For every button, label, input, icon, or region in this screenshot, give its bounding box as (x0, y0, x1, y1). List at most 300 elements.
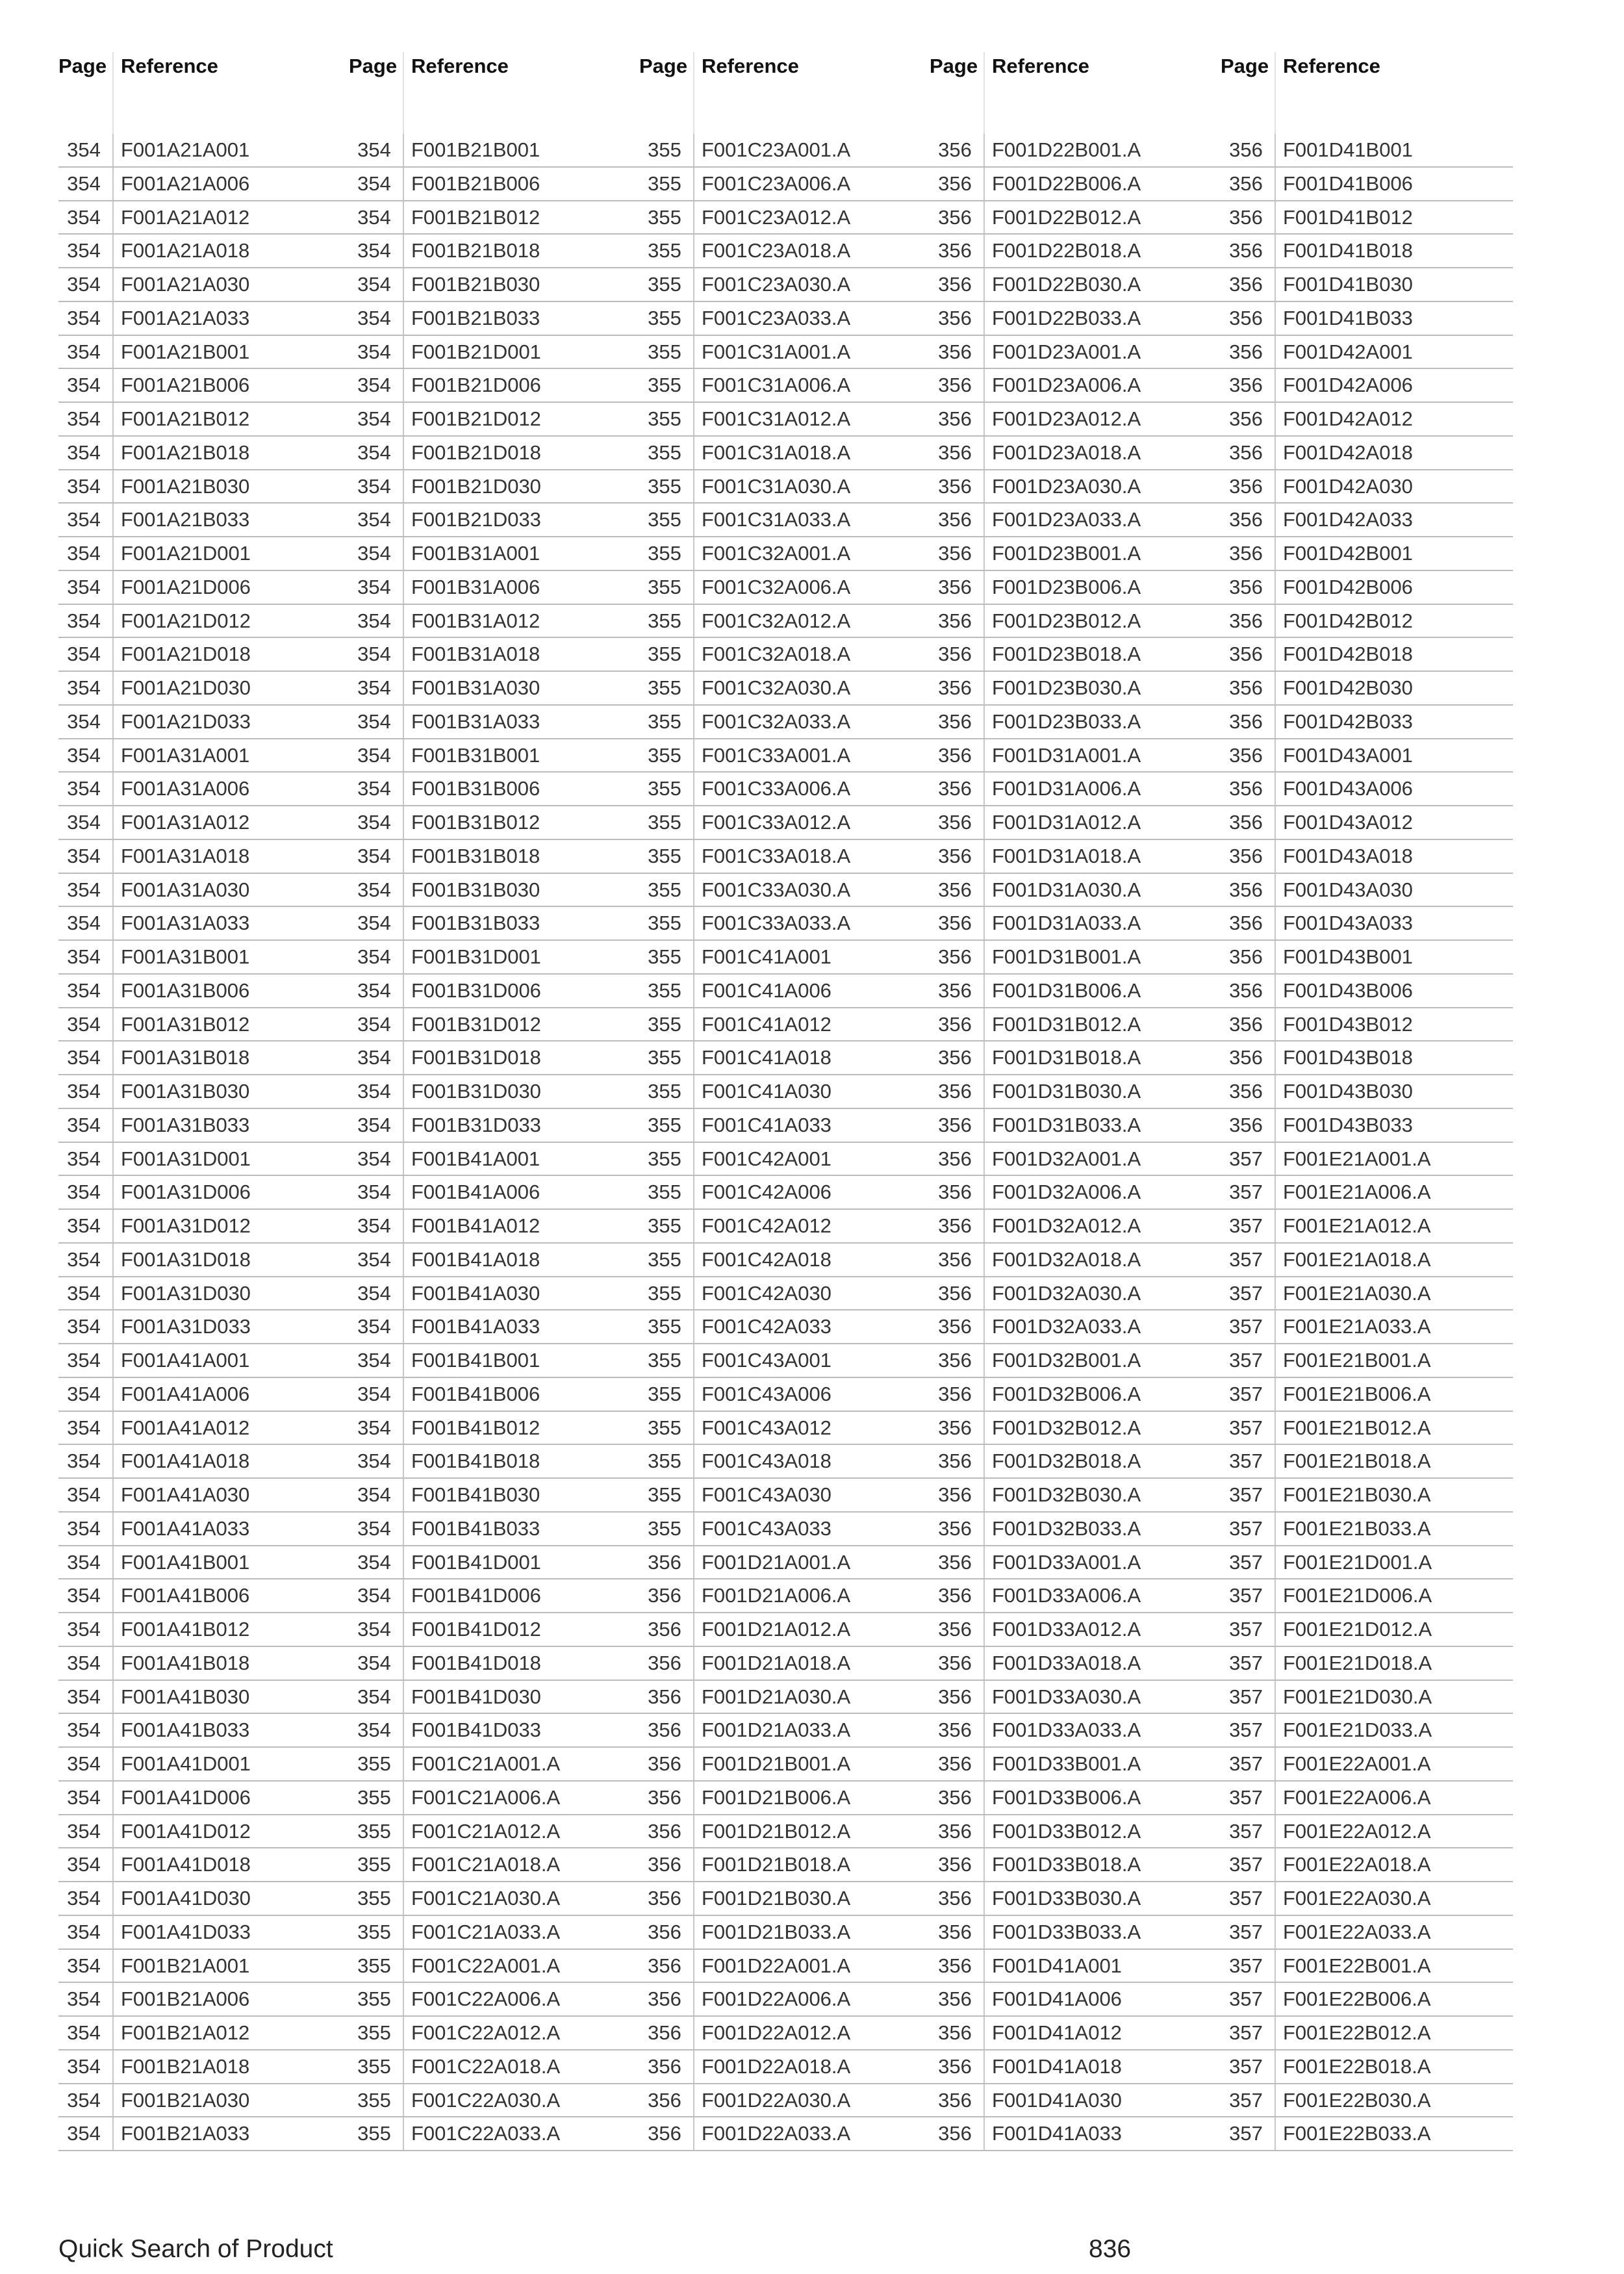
table-row (349, 1681, 641, 1715)
reference-cell: F001D42B006 (1283, 575, 1413, 598)
reference-cell: F001D23A012.A (992, 407, 1141, 430)
reference-cell: F001B31B018 (411, 844, 540, 867)
reference-cell: F001B31D018 (411, 1046, 541, 1069)
reference-cell: F001B21B018 (411, 239, 540, 262)
page-number-cell: 355 (648, 1113, 681, 1136)
reference-cell: F001A21A018 (121, 239, 250, 262)
reference-cell: F001B31A006 (411, 575, 540, 598)
page-number-cell: 356 (938, 172, 972, 195)
reference-cell: F001D21B006.A (702, 1785, 851, 1809)
reference-cell: F001D23B006.A (992, 575, 1141, 598)
page-number-cell: 354 (357, 340, 391, 363)
row-divider (403, 268, 404, 301)
page-number-cell: 356 (648, 1584, 681, 1607)
table-row (1221, 1714, 1513, 1748)
page-number-cell: 356 (938, 1349, 972, 1372)
column-header (58, 52, 351, 134)
table-row (639, 739, 932, 773)
page-number-cell: 355 (648, 743, 681, 767)
page-number-cell: 354 (67, 508, 101, 531)
reference-cell: F001B41B006 (411, 1382, 540, 1405)
page-number-cell: 354 (67, 709, 101, 733)
reference-cell: F001A31A033 (121, 912, 250, 935)
reference-cell: F001C23A018.A (702, 239, 851, 262)
reference-cell: F001C43A030 (702, 1483, 831, 1506)
table-row (58, 1143, 351, 1177)
table-row (1221, 571, 1513, 605)
row-divider (112, 874, 114, 906)
table-row (58, 470, 351, 504)
row-divider (112, 1479, 114, 1511)
page-header-label: Page (639, 55, 688, 77)
row-divider (983, 1681, 985, 1713)
reference-cell: F001A41B006 (121, 1584, 250, 1607)
reference-cell: F001A31B006 (121, 978, 250, 1002)
reference-cell: F001C41A030 (702, 1080, 831, 1103)
reference-cell: F001E22B006.A (1283, 1987, 1431, 2011)
page-header-label: Page (349, 55, 398, 77)
reference-cell: F001D23B018.A (992, 643, 1141, 666)
row-divider (1275, 874, 1276, 906)
row-divider (1275, 1378, 1276, 1411)
table-row (349, 168, 641, 201)
reference-cell: F001D32A030.A (992, 1281, 1141, 1305)
reference-cell: F001C42A030 (702, 1281, 831, 1305)
page-number-cell: 355 (357, 2122, 391, 2145)
page-number-cell: 356 (938, 1785, 972, 1809)
page-number-cell: 355 (648, 340, 681, 363)
reference-cell: F001B21B001 (411, 138, 540, 161)
row-divider (693, 1008, 694, 1041)
table-row (1221, 1109, 1513, 1143)
row-divider (403, 1916, 404, 1948)
row-divider (693, 369, 694, 402)
row-divider (112, 1782, 114, 1814)
page-number-cell: 354 (67, 1685, 101, 1708)
reference-cell: F001C23A001.A (702, 138, 851, 161)
column-header (639, 52, 932, 134)
table-row (1221, 1143, 1513, 1177)
row-divider (1275, 840, 1276, 873)
reference-cell: F001D21A030.A (702, 1685, 851, 1708)
table-row (639, 941, 932, 975)
row-divider (1275, 1479, 1276, 1511)
page-number-cell: 355 (357, 2088, 391, 2112)
page-number-cell: 355 (648, 1483, 681, 1506)
reference-cell: F001A41A006 (121, 1382, 250, 1405)
reference-cell: F001C21A033.A (411, 1920, 561, 1943)
row-divider (1275, 1109, 1276, 1142)
row-divider (983, 1782, 985, 1814)
table-row (58, 1647, 351, 1681)
page-number-cell: 356 (1229, 407, 1263, 430)
page-number-cell: 355 (648, 1147, 681, 1170)
page-number-cell: 354 (357, 1315, 391, 1338)
page-number-cell: 355 (648, 1382, 681, 1405)
page-number-cell: 356 (938, 205, 972, 229)
table-row (58, 1579, 351, 1613)
row-divider (1275, 1681, 1276, 1713)
row-divider (1275, 268, 1276, 301)
row-divider (403, 739, 404, 772)
page-number-cell: 354 (67, 878, 101, 901)
page-number-cell: 354 (67, 205, 101, 229)
table-row (58, 1075, 351, 1109)
table-row (349, 1882, 641, 1916)
page-number-cell: 356 (938, 407, 972, 430)
table-row (930, 268, 1222, 302)
page-header-label: Page (1221, 55, 1269, 77)
table-row (639, 537, 932, 571)
reference-cell: F001B31A001 (411, 542, 540, 565)
page-number-cell: 354 (67, 1987, 101, 2011)
page-number-cell: 356 (938, 709, 972, 733)
table-row (1221, 1041, 1513, 1075)
page-number-cell: 355 (357, 1887, 391, 1910)
page-number-cell: 355 (357, 1853, 391, 1876)
page-number-cell: 356 (938, 1887, 972, 1910)
page-number-cell: 354 (67, 676, 101, 699)
row-divider (112, 1647, 114, 1680)
row-divider (112, 134, 114, 166)
index-column (930, 52, 1222, 2151)
page-number-cell: 356 (1229, 609, 1263, 632)
row-divider (983, 739, 985, 772)
table-row (930, 1983, 1222, 2017)
row-divider (693, 806, 694, 839)
reference-cell: F001E21B030.A (1283, 1483, 1431, 1506)
page-number-cell: 356 (648, 1718, 681, 1742)
row-divider (983, 1378, 985, 1411)
page-number-cell: 355 (648, 709, 681, 733)
table-row (349, 739, 641, 773)
table-row (1221, 1579, 1513, 1613)
reference-cell: F001B41A030 (411, 1281, 540, 1305)
row-divider (983, 437, 985, 469)
row-divider (693, 1613, 694, 1646)
page-number-cell: 354 (357, 441, 391, 464)
reference-cell: F001A31D033 (121, 1315, 251, 1338)
page-number-cell: 356 (938, 1382, 972, 1405)
row-divider (112, 1513, 114, 1545)
reference-cell: F001A41A001 (121, 1349, 250, 1372)
reference-cell: F001E21D006.A (1283, 1584, 1432, 1607)
page-number-cell: 356 (1229, 643, 1263, 666)
table-row (349, 571, 641, 605)
row-divider (112, 706, 114, 738)
table-row (58, 1848, 351, 1882)
reference-cell: F001E21A030.A (1283, 1281, 1431, 1305)
reference-cell: F001C33A033.A (702, 912, 851, 935)
row-divider (112, 2050, 114, 2083)
table-row (639, 806, 932, 840)
row-divider (1275, 605, 1276, 637)
reference-cell: F001A31B033 (121, 1113, 250, 1136)
row-divider (403, 1782, 404, 1814)
table-row (639, 1210, 932, 1244)
page-number-cell: 354 (67, 1819, 101, 1843)
reference-cell: F001B21B012 (411, 205, 540, 229)
table-row (930, 1815, 1222, 1849)
table-row (639, 1041, 932, 1075)
table-row (58, 773, 351, 806)
row-divider (693, 739, 694, 772)
reference-cell: F001C32A018.A (702, 643, 851, 666)
reference-cell: F001D32A012.A (992, 1214, 1141, 1237)
row-divider (983, 1647, 985, 1680)
reference-cell: F001D43B018 (1283, 1046, 1413, 1069)
reference-cell: F001D43B006 (1283, 978, 1413, 1002)
reference-cell: F001A31B012 (121, 1012, 250, 1036)
reference-cell: F001B41B018 (411, 1450, 540, 1473)
table-row (349, 874, 641, 908)
reference-cell: F001D33B018.A (992, 1853, 1141, 1876)
page-number-cell: 354 (357, 1349, 391, 1372)
reference-cell: F001A31B001 (121, 945, 250, 968)
row-divider (403, 571, 404, 604)
reference-cell: F001B31D012 (411, 1012, 541, 1036)
page-number-cell: 354 (67, 172, 101, 195)
row-divider (983, 1983, 985, 2015)
row-divider (403, 1109, 404, 1142)
reference-cell: F001D43A001 (1283, 743, 1413, 767)
row-divider (983, 1848, 985, 1881)
table-row (930, 1546, 1222, 1580)
page-number-cell: 356 (938, 1214, 972, 1237)
page-number-cell: 356 (1229, 205, 1263, 229)
table-row (930, 470, 1222, 504)
table-row (349, 672, 641, 706)
table-row (58, 537, 351, 571)
row-divider (1275, 1748, 1276, 1780)
page-number-cell: 356 (1229, 978, 1263, 1002)
page-number-cell: 357 (1229, 1785, 1263, 1809)
table-row (639, 672, 932, 706)
page-number-cell: 356 (1229, 474, 1263, 498)
reference-cell: F001D22A030.A (702, 2088, 851, 2112)
reference-cell: F001D22A001.A (702, 1954, 851, 1977)
reference-cell: F001B31A018 (411, 643, 540, 666)
reference-cell: F001C22A030.A (411, 2088, 561, 2112)
page-number-cell: 356 (648, 1819, 681, 1843)
page-number-cell: 354 (357, 878, 391, 901)
row-divider (693, 1714, 694, 1746)
table-row (1221, 739, 1513, 773)
reference-cell: F001A31A001 (121, 743, 250, 767)
reference-cell: F001C23A006.A (702, 172, 851, 195)
page-number-cell: 355 (648, 945, 681, 968)
table-row (1221, 134, 1513, 168)
table-row (349, 1950, 641, 1984)
table-row (58, 1513, 351, 1546)
page-number-cell: 357 (1229, 1247, 1263, 1271)
table-row (930, 638, 1222, 672)
page-number-cell: 354 (67, 1853, 101, 1876)
reference-cell: F001D32B006.A (992, 1382, 1141, 1405)
reference-cell: F001A21D033 (121, 709, 251, 733)
row-divider (1275, 1344, 1276, 1377)
reference-cell: F001D22A033.A (702, 2122, 851, 2145)
reference-cell: F001D21A006.A (702, 1584, 851, 1607)
reference-cell: F001C33A018.A (702, 844, 851, 867)
row-divider (983, 1445, 985, 1477)
row-divider (1275, 1579, 1276, 1612)
page-number-cell: 357 (1229, 1618, 1263, 1641)
table-row (930, 369, 1222, 403)
table-row (58, 1882, 351, 1916)
reference-cell: F001C21A018.A (411, 1853, 561, 1876)
page-number-cell: 355 (648, 1046, 681, 1069)
table-row (930, 1613, 1222, 1647)
page-number-cell: 357 (1229, 1752, 1263, 1775)
row-divider (112, 907, 114, 939)
page-number-cell: 354 (67, 2054, 101, 2078)
page-number-cell: 357 (1229, 2021, 1263, 2044)
row-divider (112, 437, 114, 469)
page-number-cell: 354 (67, 1920, 101, 1943)
reference-cell: F001B21A030 (121, 2088, 250, 2112)
table-row (930, 874, 1222, 908)
row-divider (112, 1041, 114, 1074)
row-divider (693, 1109, 694, 1142)
table-row (349, 470, 641, 504)
reference-cell: F001D41A001 (992, 1954, 1122, 1977)
row-divider (403, 975, 404, 1007)
page-number-cell: 356 (938, 1450, 972, 1473)
row-divider (1275, 1613, 1276, 1646)
reference-cell: F001D41B006 (1283, 172, 1413, 195)
row-divider (112, 806, 114, 839)
reference-cell: F001C31A006.A (702, 374, 851, 397)
page-number-cell: 357 (1229, 2122, 1263, 2145)
table-row (639, 1378, 932, 1412)
page-number-cell: 354 (357, 508, 391, 531)
row-divider (693, 1310, 694, 1343)
page-number-cell: 354 (357, 1685, 391, 1708)
table-row (1221, 1176, 1513, 1210)
row-divider (112, 840, 114, 873)
page-number-cell: 357 (1229, 1450, 1263, 1473)
reference-cell: F001D43B030 (1283, 1080, 1413, 1103)
page-number-cell: 356 (648, 1785, 681, 1809)
reference-cell: F001E22A018.A (1283, 1853, 1431, 1876)
reference-cell: F001D33B001.A (992, 1752, 1141, 1775)
page-number-cell: 355 (648, 1516, 681, 1540)
reference-cell: F001C41A006 (702, 978, 831, 1002)
page-number-cell: 356 (648, 1954, 681, 1977)
reference-cell: F001D23A006.A (992, 374, 1141, 397)
row-divider (112, 1176, 114, 1208)
page-number-cell: 356 (1229, 743, 1263, 767)
table-row (349, 1075, 641, 1109)
table-row (1221, 941, 1513, 975)
row-divider (112, 739, 114, 772)
row-divider (693, 773, 694, 805)
table-row (930, 403, 1222, 437)
table-row (58, 1344, 351, 1378)
page-number-cell: 354 (357, 1046, 391, 1069)
page-number-cell: 355 (648, 609, 681, 632)
table-row (349, 403, 641, 437)
table-row (930, 437, 1222, 470)
page-number-cell: 354 (357, 912, 391, 935)
page-header-label: Page (58, 55, 107, 77)
reference-cell: F001B41A018 (411, 1247, 540, 1271)
row-divider (112, 268, 114, 301)
reference-cell: F001B21B033 (411, 306, 540, 329)
row-divider (112, 1244, 114, 1276)
table-row (349, 369, 641, 403)
reference-cell: F001D33A030.A (992, 1685, 1141, 1708)
table-row (639, 1479, 932, 1513)
row-divider (693, 235, 694, 267)
table-row (1221, 302, 1513, 336)
reference-cell: F001D43B001 (1283, 945, 1413, 968)
table-row (58, 2117, 351, 2151)
reference-cell: F001E21A006.A (1283, 1181, 1431, 1204)
table-row (639, 571, 932, 605)
row-divider (693, 1815, 694, 1848)
page-number-cell: 357 (1229, 1214, 1263, 1237)
row-divider (983, 1479, 985, 1511)
row-divider (1275, 1041, 1276, 1074)
reference-cell: F001A21D018 (121, 643, 251, 666)
row-divider (112, 1378, 114, 1411)
page-number-cell: 355 (648, 1349, 681, 1372)
table-row (58, 1109, 351, 1143)
reference-cell: F001D31B030.A (992, 1080, 1141, 1103)
page-number-cell: 354 (67, 1247, 101, 1271)
table-row (349, 773, 641, 806)
table-row (58, 437, 351, 470)
page-number-cell: 356 (648, 2122, 681, 2145)
table-row (930, 168, 1222, 201)
page-number-cell: 354 (67, 1954, 101, 1977)
table-row (349, 1782, 641, 1815)
row-divider (983, 1244, 985, 1276)
row-divider (403, 470, 404, 503)
reference-cell: F001D21B030.A (702, 1887, 851, 1910)
table-row (930, 1445, 1222, 1479)
table-row (58, 1008, 351, 1042)
table-row (930, 2050, 1222, 2084)
reference-cell: F001D41A030 (992, 2088, 1122, 2112)
table-row (349, 1848, 641, 1882)
column-header (1221, 52, 1513, 134)
table-row (930, 975, 1222, 1008)
reference-cell: F001B41D001 (411, 1550, 541, 1574)
table-row (639, 2117, 932, 2151)
row-divider (403, 1848, 404, 1881)
page-number-cell: 357 (1229, 1281, 1263, 1305)
reference-cell: F001D31A001.A (992, 743, 1141, 767)
row-divider (112, 1109, 114, 1142)
table-row (349, 2084, 641, 2118)
page-number-cell: 354 (67, 138, 101, 161)
row-divider (1275, 1445, 1276, 1477)
page-number-cell: 356 (938, 1315, 972, 1338)
page-number-cell: 355 (357, 1954, 391, 1977)
row-divider (403, 134, 404, 166)
page-number-cell: 355 (648, 1181, 681, 1204)
table-row (1221, 1916, 1513, 1950)
table-row (930, 1109, 1222, 1143)
row-divider (693, 1479, 694, 1511)
page-number-cell: 356 (1229, 1012, 1263, 1036)
page-number-cell: 354 (67, 306, 101, 329)
row-divider (403, 806, 404, 839)
reference-cell: F001B21D012 (411, 407, 541, 430)
